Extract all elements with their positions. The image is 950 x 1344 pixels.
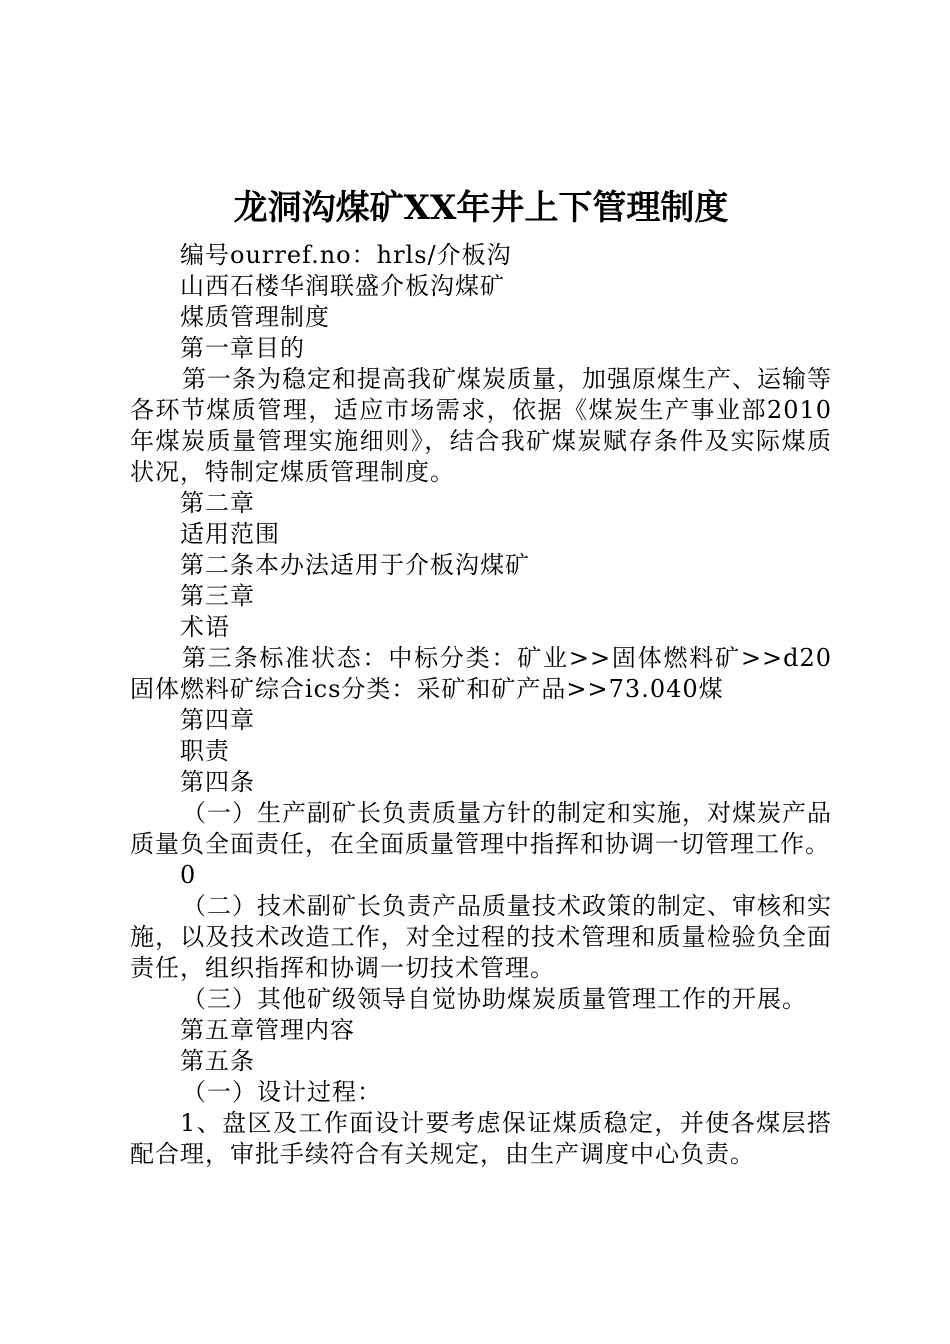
- chapter-heading: 第三章: [180, 582, 255, 610]
- chapter-subject: 适用范围: [180, 520, 280, 548]
- chapter-heading: 第五章管理内容: [180, 1016, 355, 1044]
- article-clause: 1、盘区及工作面设计要考虑保证煤质稳定，并使各煤层搭配合理，审批手续符合有关规定，由生产调度中心负责。: [130, 1109, 832, 1168]
- article-clause: （一）设计过程：: [182, 1078, 382, 1106]
- chapter-subject: 术语: [180, 613, 230, 641]
- document-title: 龙洞沟煤矿XX年井上下管理制度: [233, 188, 729, 228]
- company-name: 山西石楼华润联盛介板沟煤矿: [180, 272, 505, 300]
- doc-number: 编号ourref.no：hrls/介板沟: [180, 241, 512, 269]
- stray-text: 0: [180, 861, 197, 889]
- article-heading: 第四条: [180, 768, 255, 796]
- article-text: 第二条本办法适用于介板沟煤矿: [180, 551, 530, 579]
- chapter-heading: 第一章目的: [180, 334, 305, 362]
- chapter-heading: 第二章: [180, 489, 255, 517]
- chapter-subject: 职责: [180, 737, 230, 765]
- regulation-name: 煤质管理制度: [180, 303, 330, 331]
- article-heading: 第五条: [180, 1047, 255, 1075]
- article-clause: （一）生产副矿长负责质量方针的制定和实施，对煤炭产品质量负全面责任，在全面质量管理中指挥和协调一切管理工作。: [130, 799, 832, 858]
- article-clause: （三）其他矿级领导自觉协助煤炭质量管理工作的开展。: [182, 985, 807, 1013]
- article-text: 第三条标准状态：中标分类：矿业>>固体燃料矿>>d20固体燃料矿综合ics分类：采矿和矿产品>>73.040煤: [130, 644, 832, 703]
- chapter-heading: 第四章: [180, 706, 255, 734]
- article-clause: （二）技术副矿长负责产品质量技术政策的制定、审核和实施，以及技术改造工作，对全过程的技术管理和质量检验负全面责任，组织指挥和协调一切技术管理。: [130, 892, 832, 982]
- article-text: 第一条为稳定和提高我矿煤炭质量，加强原煤生产、运输等各环节煤质管理，适应市场需求，依据《煤炭生产事业部2010年煤炭质量管理实施细则》，结合我矿煤炭赋存条件及实际煤质状况，特制定煤质管理制度。: [130, 365, 832, 486]
